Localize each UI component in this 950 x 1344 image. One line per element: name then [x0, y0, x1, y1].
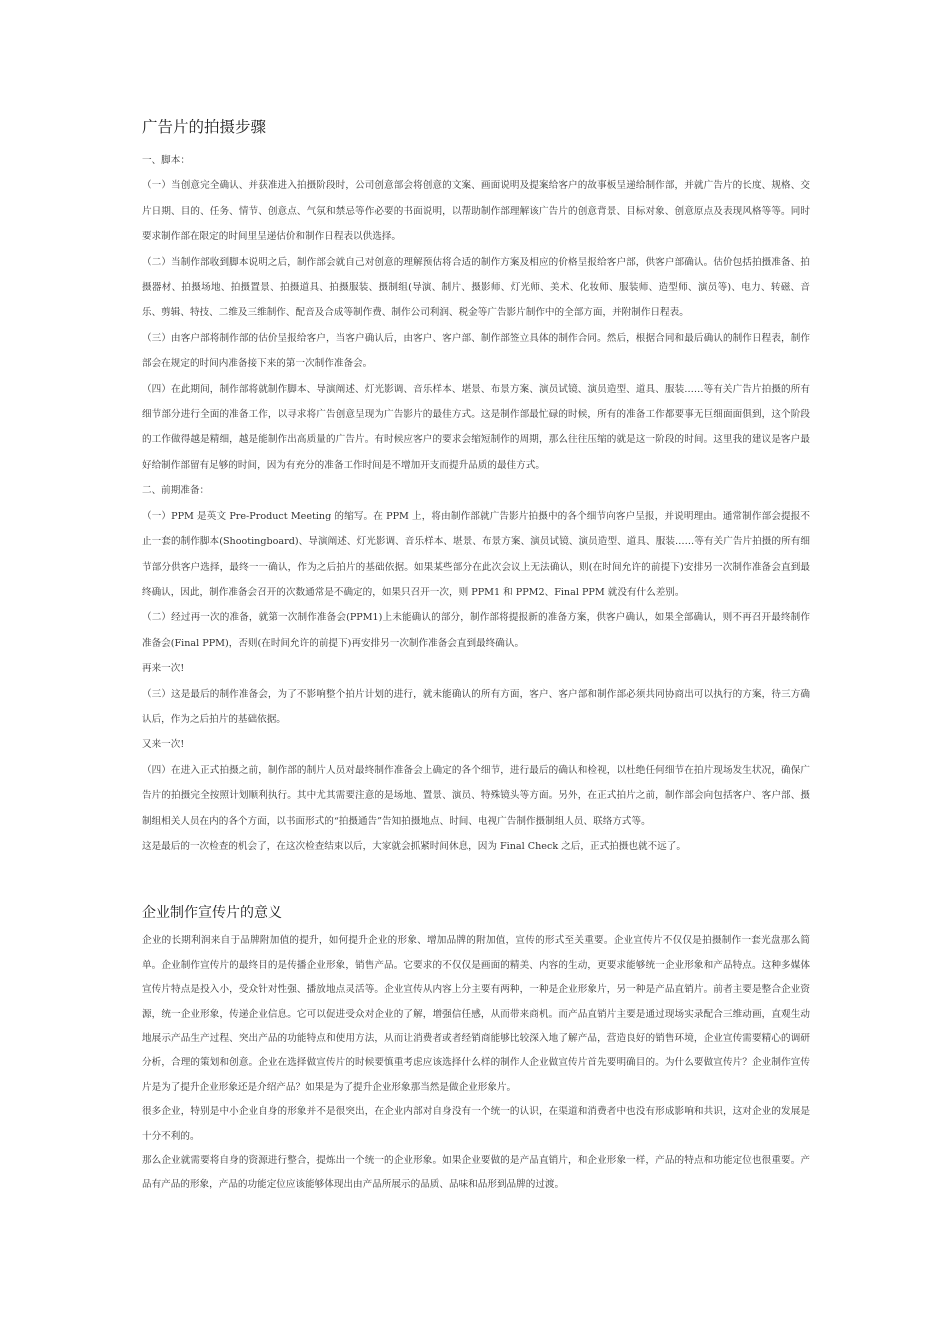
- heading-script: 一、脚本：: [142, 155, 190, 166]
- paragraph: 那么企业就需要将自身的资源进行整合，提炼出一个统一的企业形象。如果企业要做的是产品直销片，和企业形象一样，产品的特点和功能定位也很重要。产品有产品的形象，产品的功能定位应该能够体现出由产品所展示的品质、品味和品形到品牌的过渡。: [142, 1155, 810, 1191]
- paragraph: （二）当制作部收到脚本说明之后，制作部会就自己对创意的理解预估将合适的制作方案及相应的价格呈报给客户部，供客户部确认。估价包括拍摄准备、拍摄器材、拍摄场地、拍摄置景、拍摄道具、拍摄服装、摄制组(导演、制片、摄影师、灯光师、美术、化妆师、服装师、造型师、演员等)、电力、转磁、音乐、剪辑、特技、二维及三维制作、配音及合成等制作费、制作公司利润、税金等广告影片制作中的全部方面，并附制作日程表。: [142, 256, 810, 319]
- paragraph: （四）在进入正式拍摄之前，制作部的制片人员对最终制作准备会上确定的各个细节，进行最后的确认和检视，以杜绝任何细节在拍片现场发生状况，确保广告片的拍摄完全按照计划顺利执行。其中尤其需要注意的是场地、置景、演员、特殊镜头等方面。另外，在正式拍片之前，制作部会向包括客户、客户部、摄制组相关人员在内的各个方面，以书面形式的“拍摄通告”告知拍摄地点、时间、电视广告制作摄制组人员、联络方式等。: [142, 764, 810, 827]
- section-promo-film-meaning: [142, 903, 810, 1197]
- paragraph: （四）在此期间，制作部将就制作脚本、导演阐述、灯光影调、音乐样本、堪景、布景方案、演员试镜、演员造型、道具、服装……等有关广告片拍摄的所有细节部分进行全面的准备工作，以寻求将广告创意呈现为广告影片的最佳方式。这是制作部最忙碌的时候，所有的准备工作都要事无巨细面面俱到，这个阶段的工作做得越是精细，越是能制作出高质量的广告片。有时候应客户的要求会缩短制作的周期，那么往往压缩的就是这一阶段的时间。这里我的建议是客户最好给制作部留有足够的时间，因为有充分的准备工作时间是不增加开支而提升品质的最佳方式。: [142, 383, 810, 471]
- section-title: 广告片的拍摄步骤: [142, 118, 267, 136]
- paragraph: （二）经过再一次的准备，就第一次制作准备会(PPM1)上未能确认的部分，制作部将提报新的准备方案，供客户确认，如果全部确认，则不再召开最终制作准备会(Final PPM)，否则(在时间允许的前提下)再安排另一次制作准备会直到最终确认。: [142, 612, 810, 649]
- section-shooting-steps: [142, 116, 810, 859]
- paragraph: 这是最后的一次检查的机会了，在这次检查结束以后，大家就会抓紧时间休息，因为 Final Check 之后，正式拍摄也就不远了。: [142, 840, 686, 852]
- paragraph: 很多企业，特别是中小企业自身的形象并不是很突出，在企业内部对自身没有一个统一的认识，在渠道和消费者中也没有形成影响和共识，这对企业的发展是十分不利的。: [142, 1106, 810, 1142]
- paragraph: （三）这是最后的制作准备会，为了不影响整个拍片计划的进行，就未能确认的所有方面，客户、客户部和制作部必须共同协商出可以执行的方案，待三方确认后，作为之后拍片的基础依据。: [142, 688, 810, 725]
- paragraph: （三）由客户部将制作部的估价呈报给客户，当客户确认后，由客户、客户部、制作部签立具体的制作合同。然后，根据合同和最后确认的制作日程表，制作部会在规定的时间内准备接下来的第一次制作准备会。: [142, 332, 810, 370]
- paragraph: 又来一次!: [142, 739, 185, 751]
- paragraph: （一）当创意完全确认、并获准进入拍摄阶段时，公司创意部会将创意的文案、画面说明及提案给客户的故事板呈递给制作部，并就广告片的长度、规格、交片日期、目的、任务、情节、创意点、气氛和禁忌等作必要的书面说明，以帮助制作部理解该广告片的创意背景、目标对象、创意原点及表现风格等等。同时要求制作部在限定的时间里呈递估价和制作日程表以供选择。: [142, 180, 810, 243]
- document-page: [142, 116, 810, 1198]
- paragraph: （一）PPM 是英文 Pre-Product Meeting 的缩写。在 PPM 上，将由制作部就广告影片拍摄中的各个细节向客户呈报，并说明理由。通常制作部会提报不止一套的制作脚本(Shootingboard)、导演阐述、灯光影调、音乐样本、堪景、布景方案、演员试镜、演员造型、道具、服装……等有关广告片拍摄的所有细节部分供客户选择，最终一一确认，作为之后拍片的基础依据。如果某些部分在此次会议上无法确认，则(在时间允许的前提下)安排另一次制作准备会直到最终确认，因此，制作准备会召开的次数通常是不确定的，如果只召开一次，则 PPM1 和 PPM2、Final PPM 就没有什么差别。: [142, 510, 810, 598]
- section-title: 企业制作宣传片的意义: [142, 905, 282, 922]
- paragraph: 企业的长期利润来自于品牌附加值的提升，如何提升企业的形象、增加品牌的附加值，宣传的形式至关重要。企业宣传片不仅仅是拍摄制作一套光盘那么简单。企业制作宣传片的最终目的是传播企业形象，销售产品。它要求的不仅仅是画面的精美、内容的生动，更要求能够统一企业形象和产品特点。这种多媒体宣传片特点是投入小，受众针对性强、播放地点灵活等。企业宣传从内容上分主要有两种，一种是企业形象片，另一种是产品直销片。前者主要是整合企业资源，统一企业形象，传递企业信息。它可以促进受众对企业的了解，增强信任感，从而带来商机。而产品直销片主要是通过现场实录配合三维动画，直观生动地展示产品生产过程、突出产品的功能特点和使用方法，从而让消费者或者经销商能够比较深入地了解产品，营造良好的销售环境，企业宣传需要精心的调研分析，合理的策划和创意。企业在选择做宣传片的时候要慎重考虑应该选择什么样的制作人企业做宣传片首先要明确目的。为什么要做宣传片？企业制作宣传片是为了提升企业形象还是介绍产品？如果是为了提升企业形象那当然是做企业形象片。: [142, 935, 810, 1093]
- paragraph: 再来一次!: [142, 663, 185, 675]
- heading-preproduction: 二、前期准备：: [142, 485, 210, 497]
